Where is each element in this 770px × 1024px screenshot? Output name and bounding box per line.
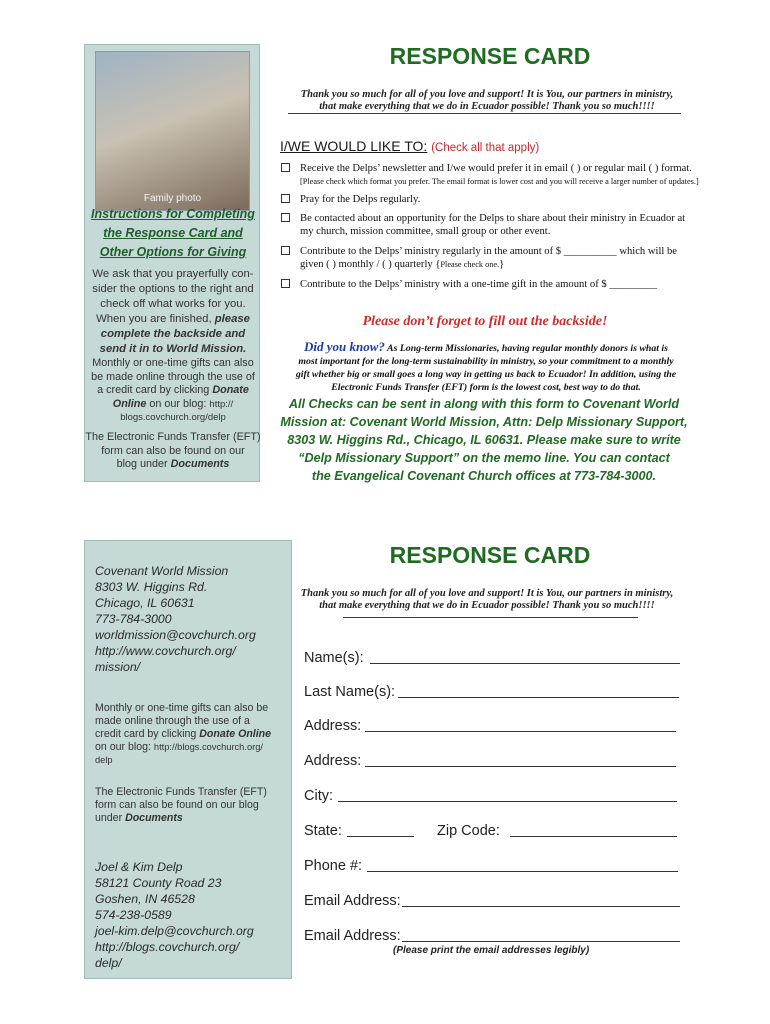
names-input[interactable] (370, 649, 680, 664)
blog-url[interactable]: http://blogs.covchurch.org/ (153, 742, 263, 752)
check-all-note: (Check all that apply) (431, 142, 540, 154)
zip-label: Zip Code: (437, 823, 500, 839)
city-input[interactable] (338, 787, 677, 802)
address-2-input[interactable] (365, 752, 676, 767)
email-2-input[interactable] (402, 927, 680, 942)
photo-label: Family photo (143, 193, 202, 204)
cwm-email[interactable]: worldmission@covchurch.org (95, 628, 256, 642)
card2-divider (343, 617, 638, 618)
option-regular-gift[interactable]: Contribute to the Delps’ ministry regularly in the amount of $ __________ which will be given ( ) monthly / ( ) quarterly {Please check one.} (281, 245, 711, 271)
contact-sidebar (84, 540, 292, 979)
delp-address: Joel & Kim Delp 58121 County Road 23 Goshen, IN 46528 574-238-0589 joel-kim.delp@covchurch.org http://blogs.covchurch.org/ delp/ (95, 859, 285, 971)
online-giving-note-2: Monthly or one-time gifts can also be made online through the use of a credit card by clicking Donate Online on our blog: http://blogs.covchurch.org/ delp (95, 702, 272, 765)
email-1-label: Email Address: (304, 893, 401, 909)
card1-divider (288, 113, 681, 114)
address-1-label: Address: (304, 718, 362, 734)
instructions-intro: We ask that you prayerfully con- sider the options to the right and check off what works for you. When you are finished, please complete the backside and send it in to World Mission. (92, 268, 254, 355)
checkbox[interactable] (281, 194, 290, 203)
card1-thanks: Thank you so much for all of you love and support! It is You, our partners in ministry, that make everything that we do in Ecuador possible! Thank you so much!!!! (300, 89, 674, 112)
checkbox[interactable] (281, 279, 290, 288)
eft-note: The Electronic Funds Transfer (EFT) form can also be found on our blog under Documents (85, 431, 261, 470)
delp-email[interactable]: joel-kim.delp@covchurch.org (95, 924, 254, 938)
cwm-address: Covenant World Mission 8303 W. Higgins Rd. Chicago, IL 60631 773-784-3000 worldmission@covchurch.org http://www.covchurch.org/ mission/ (95, 563, 285, 675)
email-1-input[interactable] (402, 892, 680, 907)
family-photo (95, 51, 250, 211)
checks-instructions: All Checks can be sent in along with this form to Covenant World Mission at: Covenant World Mission, Attn: Delp Missionary Support, 8303 W. Higgins Rd., Chicago, IL 60631. Please make sure to write “Delp Missionary Support” on the memo line. You can contact the Evangelical Covenant Church offices at 773-784-3000. (280, 397, 688, 483)
blog-url[interactable]: blogs.covchurch.org/delp (120, 412, 226, 423)
names-label: Name(s): (304, 650, 364, 666)
state-input[interactable] (347, 822, 414, 837)
last-names-label: Last Name(s): (304, 684, 396, 700)
card2-thanks: Thank you so much for all of you love and support! It is You, our partners in ministry, that make everything that we do in Ecuador possible! Thank you so much!!!! (300, 588, 674, 611)
checkbox[interactable] (281, 246, 290, 255)
checkbox[interactable] (281, 163, 290, 172)
documents-link[interactable]: Documents (170, 458, 230, 470)
city-label: City: (304, 788, 333, 804)
option-one-time-gift[interactable]: Contribute to the Delps’ ministry with a one-time gift in the amount of $ _________ (281, 278, 711, 291)
instructions-title: Instructions for Completing the Response Card and Other Options for Giving (91, 207, 255, 259)
donate-online-link[interactable]: Donate Online (199, 728, 272, 740)
delp-url[interactable]: http://blogs.covchurch.org/ (95, 940, 240, 954)
phone-label: Phone #: (304, 858, 363, 874)
zip-input[interactable] (510, 822, 677, 837)
address-1-input[interactable] (365, 717, 676, 732)
online-giving-note: Monthly or one-time gifts can also be made online through the use of a credit card by clicking Donate Online on our blog: http:// blogs.covchurch.org/delp (85, 357, 261, 425)
would-like-heading: I/WE WOULD LIKE TO: (Check all that apply) (280, 138, 540, 154)
backside-reminder: Please don’t forget to fill out the backside! (362, 314, 608, 329)
option-pray[interactable]: Pray for the Delps regularly. (281, 193, 711, 206)
phone-input[interactable] (367, 857, 678, 872)
state-label: State: (304, 823, 342, 839)
email-2-label: Email Address: (304, 928, 401, 944)
option-newsletter[interactable]: Receive the Delps’ newsletter and I/we would prefer it in email ( ) or regular mail ( ) format. [Please check which format you prefer. The email format is lower cost and you will receive a larger number of updates.] (281, 162, 711, 188)
address-2-label: Address: (304, 753, 362, 769)
last-names-input[interactable] (398, 683, 679, 698)
eft-note-2: The Electronic Funds Transfer (EFT) form can also be found on our blog under Documents (95, 786, 267, 824)
checkbox[interactable] (281, 213, 290, 222)
instructions-sidebar (84, 44, 260, 482)
documents-link-2[interactable]: Documents (125, 812, 183, 824)
did-you-know: Did you know? As Long-term Missionaries, having regular monthly donors is what is most important for the long-term sustainability in ministry, so your commitment to a monthly gift whether big or small goes a long way in getting us back to Ecuador! In addition, using the Electronic Funds Transfer (EFT) form is the lowest cost, best way to do that. (295, 339, 677, 393)
card1-title: RESPONSE CARD (389, 43, 591, 69)
option-contact[interactable]: Be contacted about an opportunity for the Delps to share about their ministry in Ecuador at my church, mission committee, small group or other event. (281, 212, 711, 238)
card2-title: RESPONSE CARD (389, 542, 591, 568)
blog-url-part[interactable]: http:// (209, 398, 234, 410)
cwm-url[interactable]: http://www.covchurch.org/ (95, 644, 236, 658)
donate-link[interactable]: Donate (212, 384, 249, 396)
email-note: (Please print the email addresses legibly) (393, 945, 590, 956)
